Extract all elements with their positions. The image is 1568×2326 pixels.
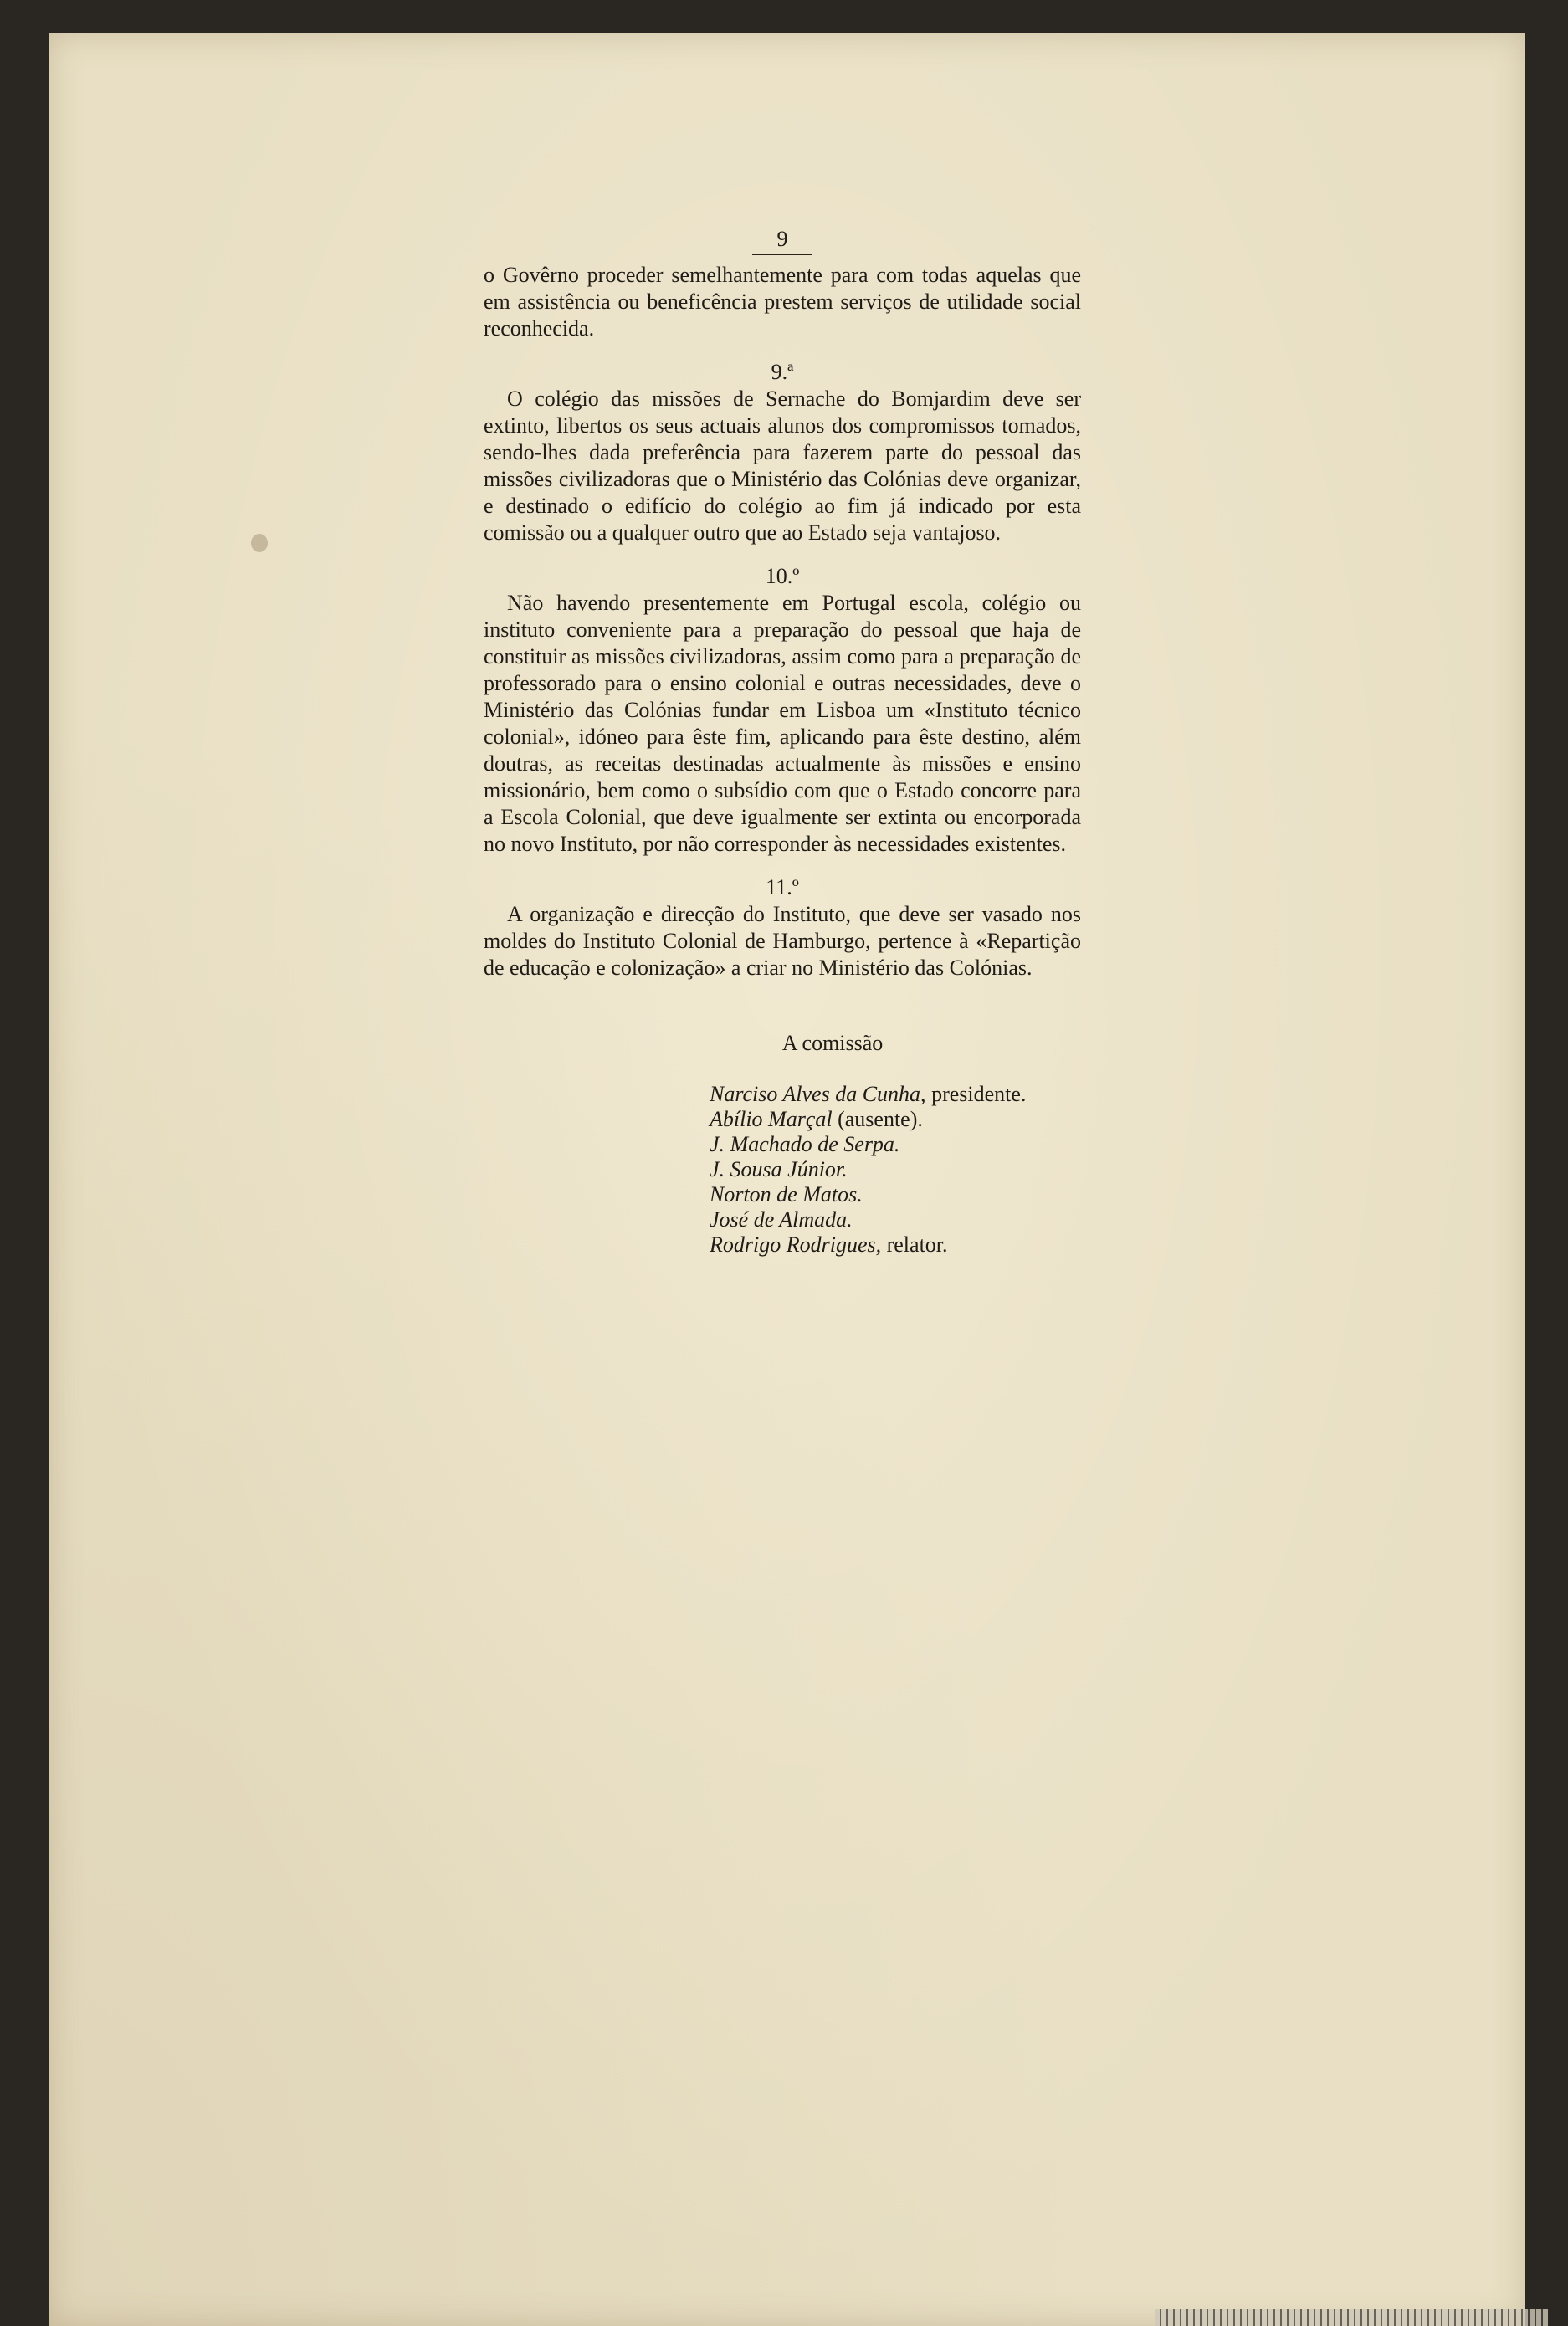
section-text-9: O colégio das missões de Sernache do Bomjardim deve ser extinto, libertos os seus actuais alunos dos compromissos tomados, sendo-lhes dada preferência para fazerem parte do pessoal das missões civilizadoras que o Ministério das Colónias deve organizar, e destinado o edifício do colégio ao fim já indicado por esta comissão ou a qualquer outro que ao Estado seja vantajoso. — [484, 387, 1081, 545]
document-text — [484, 226, 1081, 1258]
section-heading-10: 10.º — [765, 564, 800, 588]
signatory-role: presidente. — [925, 1082, 1027, 1106]
signatory-name: Rodrigo Rodrigues, — [710, 1232, 882, 1257]
signature-list — [710, 1082, 1081, 1258]
intro-paragraph: o Govêrno proceder semelhantemente para com todas aquelas que em assistência ou beneficência prestem serviços de utilidade social reconhecida. — [484, 263, 1081, 341]
signatory-role: (ausente). — [832, 1107, 923, 1131]
signatory-name: Narciso Alves da Cunha, — [710, 1082, 926, 1106]
scan-ruler-strip — [1155, 2309, 1548, 2326]
signatory-name: J. Sousa Júnior. — [710, 1157, 848, 1181]
signatory-role: relator. — [881, 1232, 948, 1257]
signatory-line — [710, 1132, 1081, 1157]
signatory-name: Abílio Marçal — [710, 1107, 833, 1131]
signatory-line — [710, 1232, 1081, 1258]
paper-stain — [251, 534, 268, 552]
signatory-name: José de Almada. — [710, 1207, 853, 1232]
page-number-rule — [752, 254, 812, 255]
signatory-line — [710, 1082, 1081, 1107]
page-number: 9 — [776, 227, 788, 251]
section-heading-9: 9.ª — [771, 360, 794, 384]
section-text-11: A organização e direcção do Instituto, que deve ser vasado nos moldes do Instituto Colonial de Hamburgo, pertence à «Repartição de educação e colonização» a criar no Ministério das Colónias. — [484, 902, 1081, 980]
section-text-10: Não havendo presentemente em Portugal escola, colégio ou instituto conveniente para a preparação do pessoal que haja de constituir as missões civilizadoras, assim como para a preparação de professorado para o ensino colonial e outras necessidades, deve o Ministério das Colónias fundar em Lisboa um «Instituto técnico colonial», idóneo para êste fim, aplicando para êste destino, além doutras, as receitas destinadas actualmente às missões e ensino missionário, bem como o subsídio com que o Estado concorre para a Escola Colonial, que deve igualmente ser extinta ou encorporada no novo Instituto, por não corresponder às necessidades existentes. — [484, 591, 1081, 856]
signatory-name: J. Machado de Serpa. — [710, 1132, 900, 1156]
signatory-name: Norton de Matos. — [710, 1182, 863, 1207]
signatory-line — [710, 1207, 1081, 1232]
signatory-line — [710, 1157, 1081, 1182]
signatory-line — [710, 1182, 1081, 1207]
signature-heading: A comissão — [781, 1031, 884, 1055]
signatory-line — [710, 1107, 1081, 1132]
section-heading-11: 11.º — [766, 875, 799, 899]
